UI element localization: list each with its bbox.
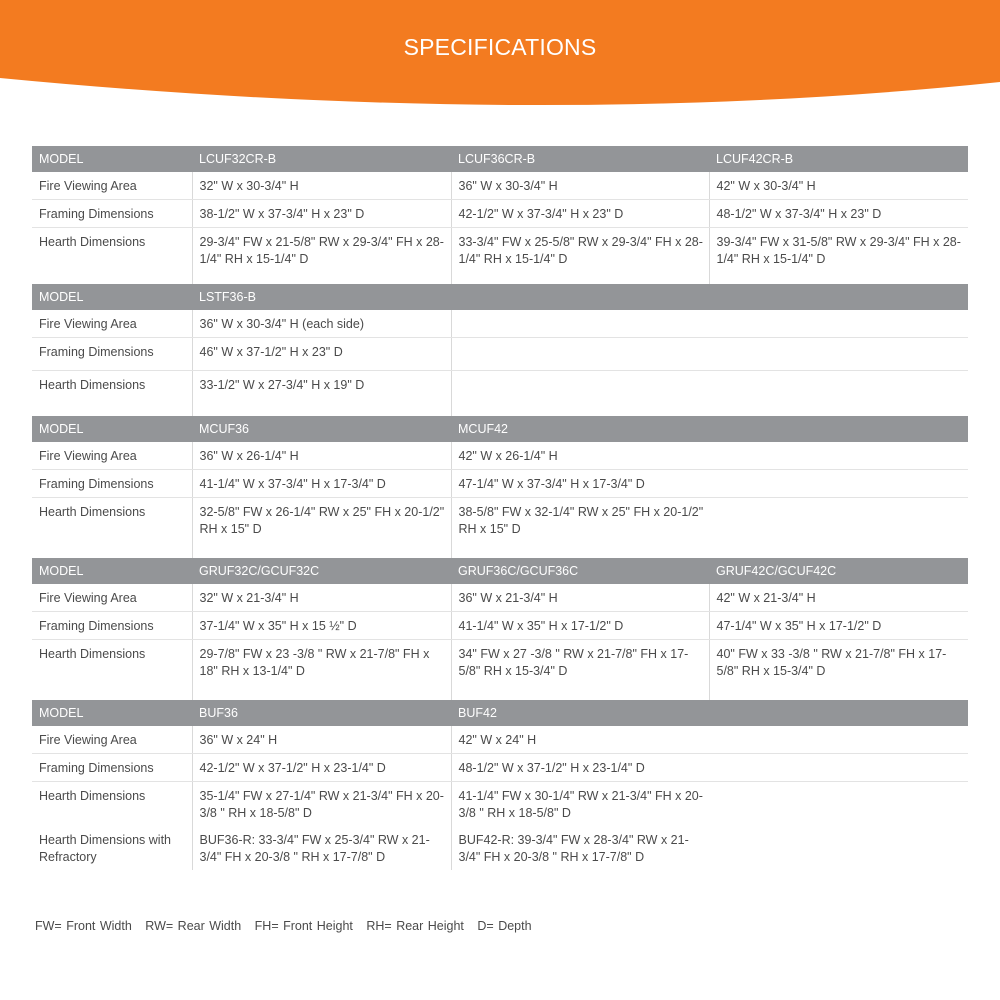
spec-value: 48-1/2" W x 37-1/2" H x 23-1/4" D [451,754,709,782]
spec-value: 34" FW x 27 -3/8 " RW x 21-7/8" FH x 17-5/8" RH x 15-3/4" D [451,640,709,703]
row-label: Hearth Dimensions [39,235,146,249]
header-cell [709,416,968,442]
spec-value: 32" W x 30-3/4" H [192,172,451,200]
spec-value: 36" W x 21-3/4" H [451,584,709,612]
row-label: Fire Viewing Area [32,172,192,200]
table-header-row [32,146,968,172]
table-row [32,612,968,640]
spec-value: 36" W x 24" H [192,726,451,754]
spec-value: 38-1/2" W x 37-3/4" H x 23" D [192,200,451,228]
spec-value [451,371,709,418]
row-label: Framing Dimensions [32,338,192,371]
spec-value [709,830,968,870]
table-header-row [32,284,968,310]
header-cell: MODEL [32,284,192,310]
table-row [32,754,968,782]
spec-value: 38-5/8" FW x 32-1/4" RW x 25" FH x 20-1/2" RH x 15" D [451,498,709,561]
legend-item: FW= Front Width [35,919,132,933]
spec-value [709,310,968,338]
header-cell: LCUF36CR-B [451,146,709,172]
row-label: Fire Viewing Area [32,442,192,470]
spec-value [709,782,968,831]
spec-value [709,754,968,782]
legend-item: D= Depth [477,919,532,933]
spec-value: 42" W x 30-3/4" H [709,172,968,200]
spec-value: 29-3/4" FW x 21-5/8" RW x 29-3/4" FH x 28-1/4" RH x 15-1/4" D [192,228,451,291]
page-title: SPECIFICATIONS [403,34,597,60]
spec-value [709,470,968,498]
row-label: Hearth Dimensions [39,789,146,803]
spec-value: BUF42-R: 39-3/4" FW x 28-3/4" RW x 21-3/4" FH x 20-3/8 " RH x 17-7/8" D [451,830,709,870]
header-cell: LCUF42CR-B [709,146,968,172]
row-label: Hearth Dimensions with Refractory [39,833,171,864]
spec-value [451,310,709,338]
spec-table-lstf [32,284,968,417]
spec-value: 46" W x 37-1/2" H x 23" D [192,338,451,371]
spec-table-mcuf [32,416,968,560]
header-cell [709,284,968,310]
table-header-row [32,700,968,726]
header-cell: BUF42 [451,700,709,726]
spec-value: 32" W x 21-3/4" H [192,584,451,612]
spec-value: 37-1/4" W x 35" H x 15 ½" D [192,612,451,640]
table-row [32,442,968,470]
header-cell: MCUF36 [192,416,451,442]
spec-value: 36" W x 30-3/4" H [451,172,709,200]
row-label: Framing Dimensions [32,754,192,782]
header-cell: MODEL [32,700,192,726]
spec-value: 39-3/4" FW x 31-5/8" RW x 29-3/4" FH x 28-1/4" RH x 15-1/4" D [709,228,968,291]
spec-value: 41-1/4" W x 37-3/4" H x 17-3/4" D [192,470,451,498]
header-cell [451,284,709,310]
spec-value [709,498,968,561]
header-cell: MODEL [32,416,192,442]
table-row [32,200,968,228]
spec-value: 47-1/4" W x 35" H x 17-1/2" D [709,612,968,640]
legend-item: RH= Rear Height [366,919,464,933]
spec-value: 48-1/2" W x 37-3/4" H x 23" D [709,200,968,228]
spec-value: 36" W x 30-3/4" H (each side) [192,310,451,338]
table-row [32,228,968,291]
table-header-row [32,416,968,442]
table-row [32,371,968,418]
spec-value: 35-1/4" FW x 27-1/4" RW x 21-3/4" FH x 20-3/8 " RH x 18-5/8" D [192,782,451,831]
row-label: Fire Viewing Area [32,584,192,612]
spec-value: 47-1/4" W x 37-3/4" H x 17-3/4" D [451,470,709,498]
spec-value: 32-5/8" FW x 26-1/4" RW x 25" FH x 20-1/2" RH x 15" D [192,498,451,561]
header-cell: MODEL [32,558,192,584]
table-row [32,338,968,371]
header-cell: GRUF32C/GCUF32C [192,558,451,584]
row-label: Framing Dimensions [32,200,192,228]
spec-table-gruf [32,558,968,702]
table-row [32,782,968,831]
spec-table-buf [32,700,968,870]
spec-value: 42" W x 21-3/4" H [709,584,968,612]
spec-value: 33-3/4" FW x 25-5/8" RW x 29-3/4" FH x 28-1/4" RH x 15-1/4" D [451,228,709,291]
table-row [32,830,968,870]
spec-value: 33-1/2" W x 27-3/4" H x 19" D [192,371,451,418]
header-cell: GRUF42C/GCUF42C [709,558,968,584]
legend-item: FH= Front Height [254,919,353,933]
row-label: Fire Viewing Area [32,310,192,338]
header-cell: LSTF36-B [192,284,451,310]
row-label: Fire Viewing Area [32,726,192,754]
spec-table-lcuf [32,146,968,290]
spec-value: BUF36-R: 33-3/4" FW x 25-3/4" RW x 21-3/4" FH x 20-3/8 " RH x 17-7/8" D [192,830,451,870]
spec-value [709,442,968,470]
abbreviation-legend [35,919,541,933]
spec-value: 42" W x 24" H [451,726,709,754]
row-label: Hearth Dimensions [39,378,146,392]
spec-value: 41-1/4" FW x 30-1/4" RW x 21-3/4" FH x 20-3/8 " RH x 18-5/8" D [451,782,709,831]
spec-value: 29-7/8" FW x 23 -3/8 " RW x 21-7/8" FH x 18" RH x 13-1/4" D [192,640,451,703]
spec-value: 41-1/4" W x 35" H x 17-1/2" D [451,612,709,640]
row-label: Hearth Dimensions [39,647,146,661]
header-cell: MCUF42 [451,416,709,442]
row-label: Hearth Dimensions [39,505,146,519]
table-header-row [32,558,968,584]
row-label: Framing Dimensions [32,470,192,498]
legend-item: RW= Rear Width [145,919,242,933]
spec-value: 42-1/2" W x 37-3/4" H x 23" D [451,200,709,228]
table-row [32,584,968,612]
header-cell: MODEL [32,146,192,172]
spec-value [709,726,968,754]
spec-value: 42-1/2" W x 37-1/2" H x 23-1/4" D [192,754,451,782]
row-label: Framing Dimensions [32,612,192,640]
spec-value [709,338,968,371]
table-row [32,172,968,200]
spec-value: 36" W x 26-1/4" H [192,442,451,470]
table-row [32,470,968,498]
header-cell: GRUF36C/GCUF36C [451,558,709,584]
spec-value: 42" W x 26-1/4" H [451,442,709,470]
table-row [32,498,968,561]
spec-value [451,338,709,371]
spec-value [709,371,968,418]
header-cell: LCUF32CR-B [192,146,451,172]
header-cell: BUF36 [192,700,451,726]
spec-value: 40" FW x 33 -3/8 " RW x 21-7/8" FH x 17-5/8" RH x 15-3/4" D [709,640,968,703]
table-row [32,640,968,703]
table-row [32,310,968,338]
table-row [32,726,968,754]
header-cell [709,700,968,726]
